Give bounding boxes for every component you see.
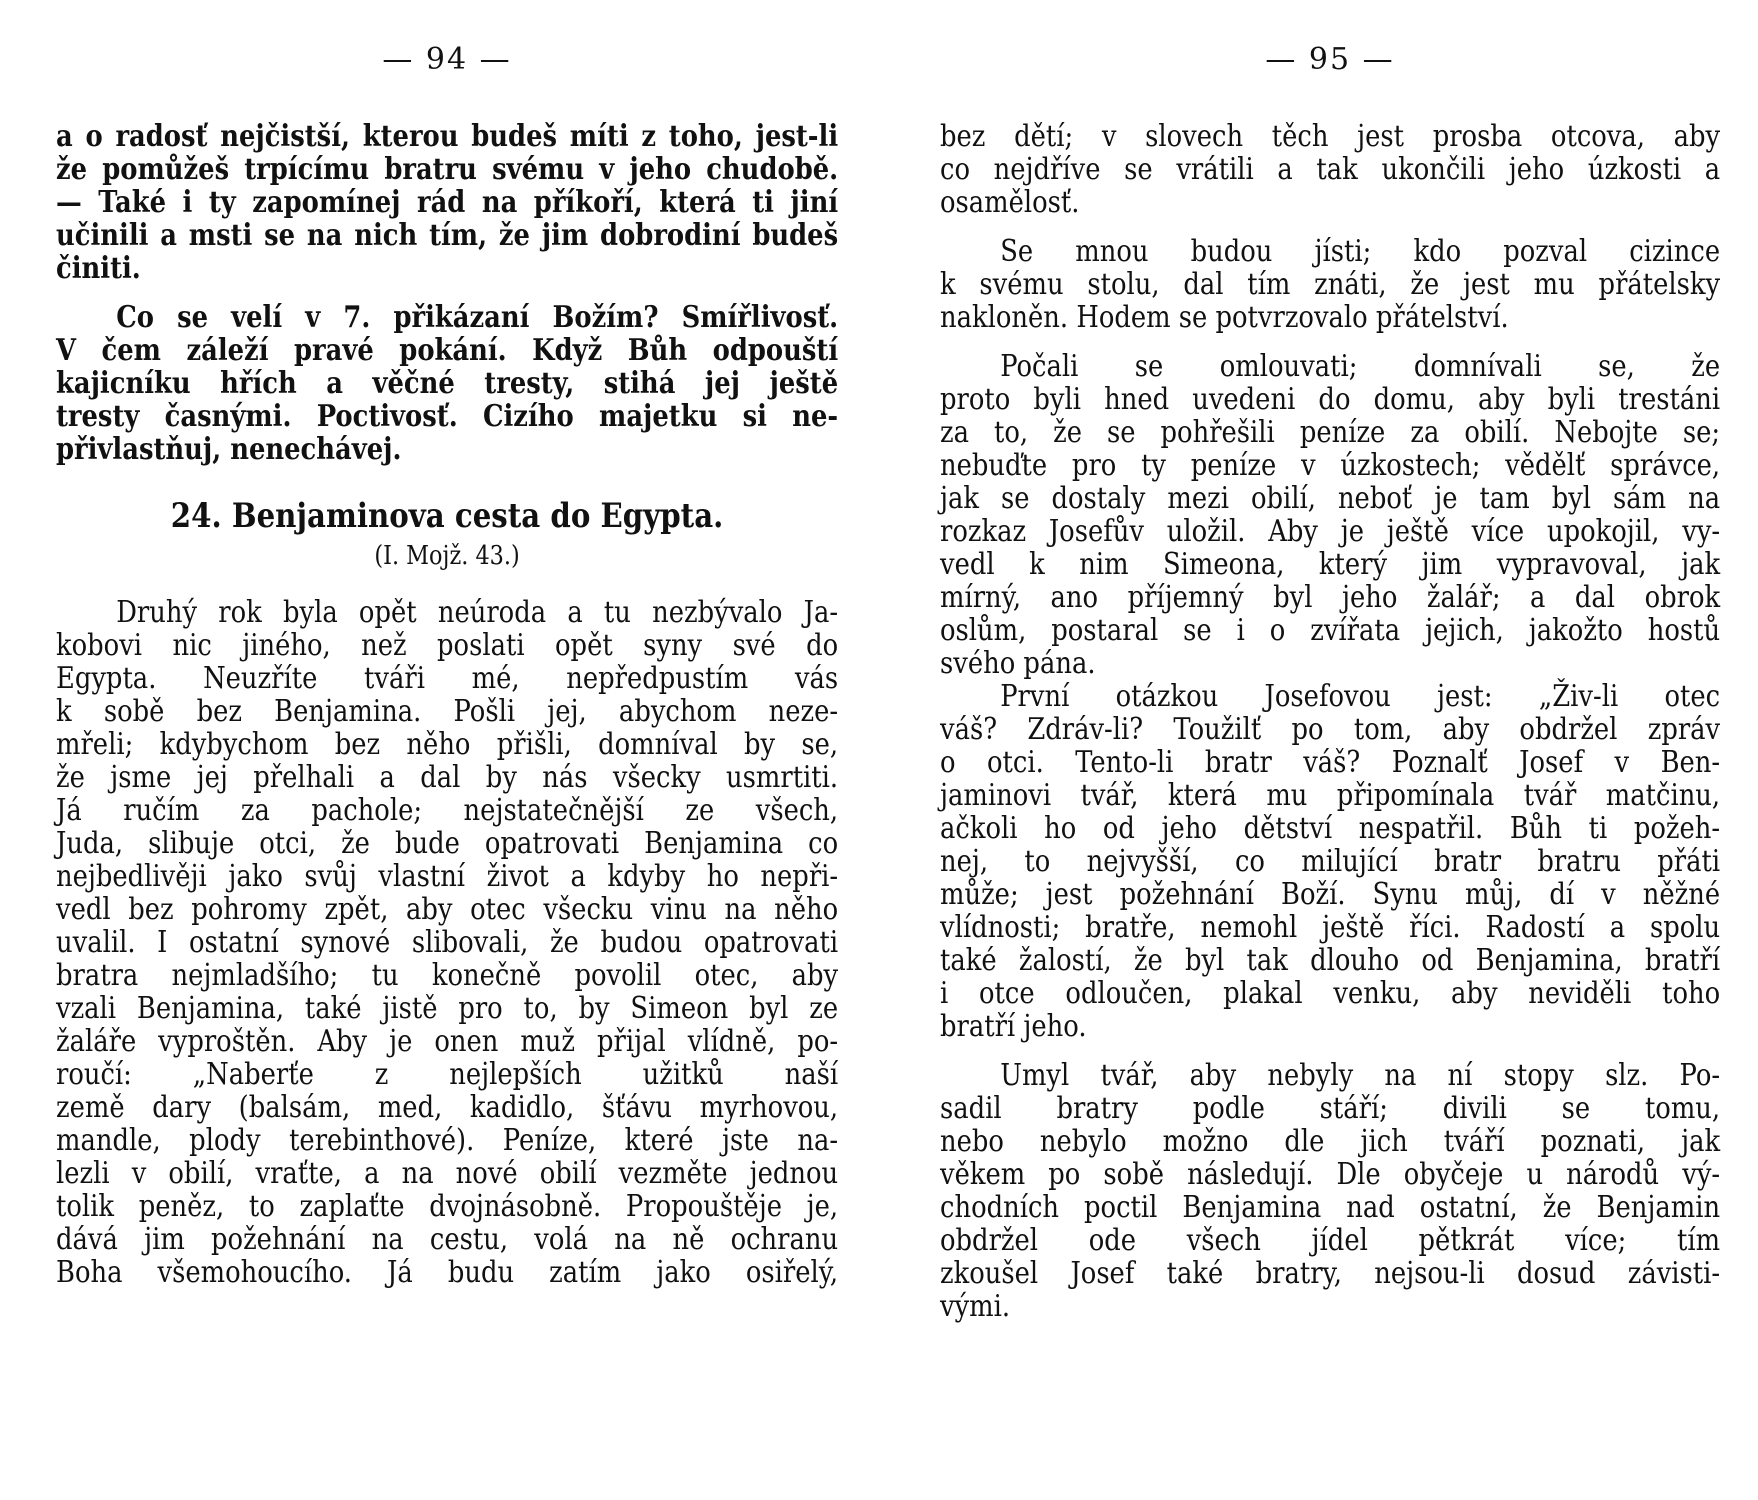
text-line: — Také i ty zapomínej rád na příkoří, která ti jiní <box>56 185 839 220</box>
text-line: kobovi nic jiného, než poslati opět syny své do <box>56 628 839 663</box>
text-line: žaláře vyproštěn. Aby je onen muž přijal vlídně, po- <box>56 1024 839 1059</box>
text-line: tolik peněz, to zaplaťte dvojnásobně. Propouštěje je, <box>56 1189 839 1224</box>
text-line: dává jim požehnání na cestu, volá na ně ochranu <box>56 1222 839 1257</box>
text-line: nejbedlivěji jako svůj vlastní život a kdyby ho nepři- <box>56 859 839 894</box>
text-line: Umyl tvář, aby nebyly na ní stopy slz. Po- <box>1000 1058 1721 1093</box>
text-line: svého pána. <box>940 646 1096 681</box>
text-line: proto byli hned uvedeni do domu, aby byli trestáni <box>940 382 1721 417</box>
text-line: mřeli; kdybychom bez něho přišli, domníval by se, <box>56 727 839 762</box>
text-line: uvalil. I ostatní synové slibovali, že budou opatrovati <box>56 925 839 960</box>
paragraph <box>940 350 1720 680</box>
text-line: vzali Benjamina, také jistě pro to, by Simeon byl ze <box>56 991 839 1026</box>
text-line: Se mnou budou jísti; kdo pozval cizince <box>1000 234 1721 269</box>
text-line: bez dětí; v slovech těch jest prosba otcova, aby <box>940 119 1721 154</box>
text-line: mírný, ano příjemný byl jeho žalář; a dal obrok <box>940 580 1721 615</box>
text-line: Co se velí v 7. přikázaní Božím? Smířlivosť. <box>116 300 839 335</box>
text-line: mandle, plody terebinthové). Peníze, které jste na- <box>56 1123 839 1158</box>
text-line: zkoušel Josef také bratry, nejsou-li dosud závisti- <box>940 1256 1721 1291</box>
text-line: že jsme jej přelhali a dal by nás všecky usmrtiti. <box>56 760 839 795</box>
text-line: Juda, slibuje otci, že bude opatrovati Benjamina co <box>56 826 839 861</box>
text-line: učinili a msti se na nich tím, že jim dobrodiní budeš <box>56 218 839 253</box>
text-line: za to, že se pohřešili peníze za obilí. Nebojte se; <box>940 415 1721 450</box>
text-line: a o radosť nejčistší, kterou budeš míti z toho, jest-li <box>56 119 839 154</box>
text-line: také žalostí, že byl tak dlouho od Benjamina, bratří <box>940 943 1721 978</box>
right-text-block <box>940 120 1720 1323</box>
catechism-paragraph <box>56 301 838 466</box>
text-line: věkem po sobě následují. Dle obyčeje u národů vý- <box>940 1157 1721 1192</box>
text-line: co nejdříve se vrátili a tak ukončili jeho úzkosti a <box>940 152 1721 187</box>
text-line: Boha všemohoucího. Já budu zatím jako osiřelý, <box>56 1255 839 1290</box>
text-line: Egypta. Neuzříte tváři mé, nepředpustím vás <box>56 661 839 696</box>
text-line: vlídnosti; bratře, nemohl ještě říci. Radostí a spolu <box>940 910 1721 945</box>
page-number-right: — 95 — <box>1265 42 1395 77</box>
paragraph <box>940 680 1720 1043</box>
text-line: nebo nebylo možno dle jich tváří poznati, jak <box>940 1124 1721 1159</box>
text-line: nakloněn. Hodem se potvrzovalo přátelství. <box>940 300 1509 335</box>
text-line: k sobě bez Benjamina. Pošli jej, abychom neze- <box>56 694 839 729</box>
text-line: chodních poctil Benjamina nad ostatní, že Benjamin <box>940 1190 1721 1225</box>
left-text-block <box>56 120 838 1289</box>
chapter-heading: 24. Benjaminova cesta do Egypta. <box>170 496 724 536</box>
left-page <box>56 0 838 1500</box>
text-line: země dary (balsám, med, kadidlo, šťávu myrhovou, <box>56 1090 839 1125</box>
text-line: k svému stolu, dal tím znáti, že jest mu přátelsky <box>940 267 1721 302</box>
paragraph <box>940 120 1720 219</box>
right-page <box>940 0 1720 1500</box>
text-line: Počali se omlouvati; domnívali se, že <box>1000 349 1721 384</box>
text-line: jak se dostaly mezi obilí, neboť je tam byl sám na <box>940 481 1721 516</box>
text-line: nej, to nejvyšší, co milující bratr bratru přáti <box>940 844 1721 879</box>
text-line: o otci. Tento-li bratr váš? Poznalť Josef v Ben- <box>940 745 1721 780</box>
intro-paragraph <box>56 120 838 285</box>
text-line: činiti. <box>56 251 141 286</box>
text-line: obdržel ode všech jídel pětkrát více; tím <box>940 1223 1721 1258</box>
text-line: vedl bez pohromy zpět, aby otec všecku vinu na něho <box>56 892 839 927</box>
paragraph <box>940 1059 1720 1323</box>
text-line: Druhý rok byla opět neúroda a tu nezbývalo Ja- <box>116 595 839 630</box>
scripture-reference: (I. Mojž. 43.) <box>374 541 520 571</box>
text-line: jaminovi tvář, která mu připomínala tvář matčinu, <box>940 778 1721 813</box>
text-line: sadil bratry podle stáří; divili se tomu, <box>940 1091 1721 1126</box>
text-line: roučí: „Naberťe z nejlepších užitků naší <box>56 1057 839 1092</box>
paragraph <box>940 235 1720 334</box>
text-line: ačkoli ho od jeho dětství nespatřil. Bůh ti požeh- <box>940 811 1721 846</box>
text-line: V čem záleží pravé pokání. Když Bůh odpouští <box>56 333 839 368</box>
text-line: přivlastňuj, nenechávej. <box>56 432 402 467</box>
text-line: lezli v obilí, vraťte, a na nové obilí vezměte jednou <box>56 1156 839 1191</box>
text-line: může; jest požehnání Boží. Synu můj, dí v něžné <box>940 877 1721 912</box>
text-line: vými. <box>940 1289 1011 1324</box>
text-line: že pomůžeš trpícímu bratru svému v jeho chudobě. <box>56 152 839 187</box>
text-line: osamělosť. <box>940 185 1080 220</box>
text-line: První otázkou Josefovou jest: „Živ-li otec <box>1000 679 1721 714</box>
text-line: kajicníku hřích a věčné tresty, stihá jej ještě <box>56 366 839 401</box>
story-paragraph <box>56 596 838 1289</box>
text-line: nebuďte pro ty peníze v úzkostech; vědělť správce, <box>940 448 1721 483</box>
text-line: vedl k nim Simeona, který jim vypravoval, jak <box>940 547 1721 582</box>
text-line: tresty časnými. Poctivosť. Cizího majetku si ne- <box>56 399 839 434</box>
text-line: rozkaz Josefův uložil. Aby je ještě více upokojil, vy- <box>940 514 1721 549</box>
text-line: bratří jeho. <box>940 1009 1087 1044</box>
text-line: Já ručím za pachole; nejstatečnější ze všech, <box>56 793 839 828</box>
text-line: váš? Zdráv-li? Toužilť po tom, aby obdržel zpráv <box>940 712 1721 747</box>
page-number-left: — 94 — <box>382 42 512 77</box>
text-line: oslům, postaral se i o zvířata jejich, jakožto hostů <box>940 613 1721 648</box>
text-line: bratra nejmladšího; tu konečně povolil otec, aby <box>56 958 839 993</box>
text-line: i otce odloučen, plakal venku, aby neviděli toho <box>940 976 1721 1011</box>
